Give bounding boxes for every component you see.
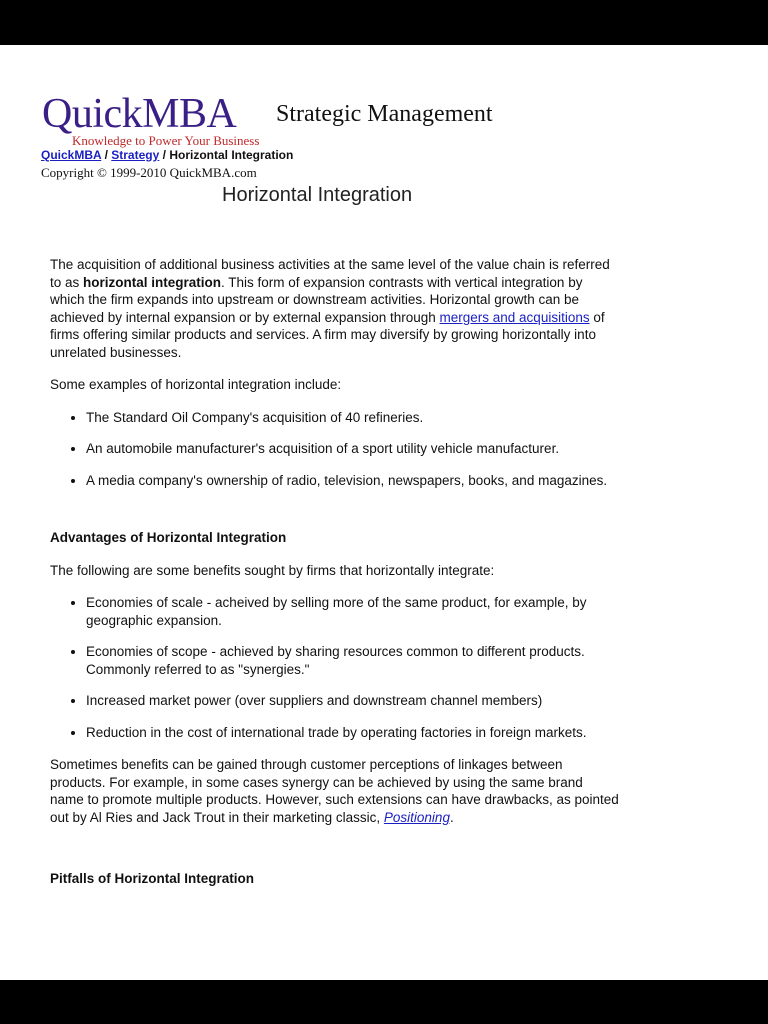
page-title: Horizontal Integration xyxy=(222,184,413,206)
breadcrumb-link-strategy[interactable]: Strategy xyxy=(111,148,160,162)
document-page xyxy=(0,45,768,980)
breadcrumb-separator: / xyxy=(162,148,166,162)
list-item: • The Standard Oil Company's acquisition of 40 refineries. xyxy=(86,409,620,427)
list-item: • An automobile manufacturer's acquisition of a sport utility vehicle manufacturer. xyxy=(86,440,620,458)
positioning-link[interactable] xyxy=(384,810,450,825)
examples-list xyxy=(50,409,620,490)
list-item: • Increased market power (over suppliers and downstream channel members) xyxy=(86,692,620,710)
advantages-list xyxy=(50,594,620,741)
top-black-bar xyxy=(0,0,768,45)
closing-text: Sometimes benefits can be gained through customer perceptions of linkages between products. For example, in some cases synergy can be achieved by using the same brand name to promote multiple products. However, such extensions can have drawbacks, as pointed out by Al Ries and Jack Trout in their marketing classic, xyxy=(50,757,619,825)
intro-text: . This form of expansion contrasts with vertical integration by which the firm expands into upstream or downstream activities. Horizontal growth can be achieved by internal expansion or by external expansion through xyxy=(50,274,583,325)
copyright-notice: Copyright © 1999-2010 QuickMBA.com xyxy=(41,165,257,180)
breadcrumb-separator: / xyxy=(104,148,108,162)
section-title: Strategic Management xyxy=(276,101,493,127)
intro-text: The acquisition of additional business activities at the same level of the value chain is referred to as xyxy=(50,257,610,290)
intro-bold-term: horizontal integration xyxy=(83,274,222,290)
mergers-acquisitions-link[interactable]: mergers and acquisitions xyxy=(439,309,590,325)
list-item: • Economies of scope - achieved by sharing resources common to different products. Commonly referred to as "synergies." xyxy=(86,643,620,678)
advantages-closing xyxy=(50,756,620,826)
breadcrumb-current: Horizontal Integration xyxy=(169,148,294,162)
advantages-lead: The following are some benefits sought by firms that horizontally integrate: xyxy=(50,562,495,578)
list-item: • Economies of scale - acheived by selling more of the same product, for example, by geographic expansion. xyxy=(86,594,620,629)
logo-text: QuickMBA xyxy=(42,91,237,137)
list-item: • Reduction in the cost of international trade by operating factories in foreign markets. xyxy=(86,724,620,742)
intro-paragraph xyxy=(50,256,620,361)
breadcrumb-link-quickmba[interactable]: QuickMBA xyxy=(41,148,102,162)
quickmba-logo[interactable] xyxy=(42,93,259,149)
bottom-black-bar xyxy=(0,980,768,1024)
logo-tagline: Knowledge to Power Your Business xyxy=(72,133,260,148)
pitfalls-heading: Pitfalls of Horizontal Integration xyxy=(50,871,255,886)
breadcrumb xyxy=(41,148,293,162)
advantages-heading: Advantages of Horizontal Integration xyxy=(50,530,287,545)
list-item: • A media company's ownership of radio, television, newspapers, books, and magazines. xyxy=(86,472,620,490)
examples-lead: Some examples of horizontal integration include: xyxy=(50,377,342,392)
intro-text: of firms offering similar products and services. A firm may diversify by growing horizontally into unrelated businesses. xyxy=(50,309,605,360)
article-body xyxy=(50,256,620,903)
positioning-link-text: Positioning xyxy=(383,809,450,825)
closing-end: . xyxy=(449,809,454,825)
